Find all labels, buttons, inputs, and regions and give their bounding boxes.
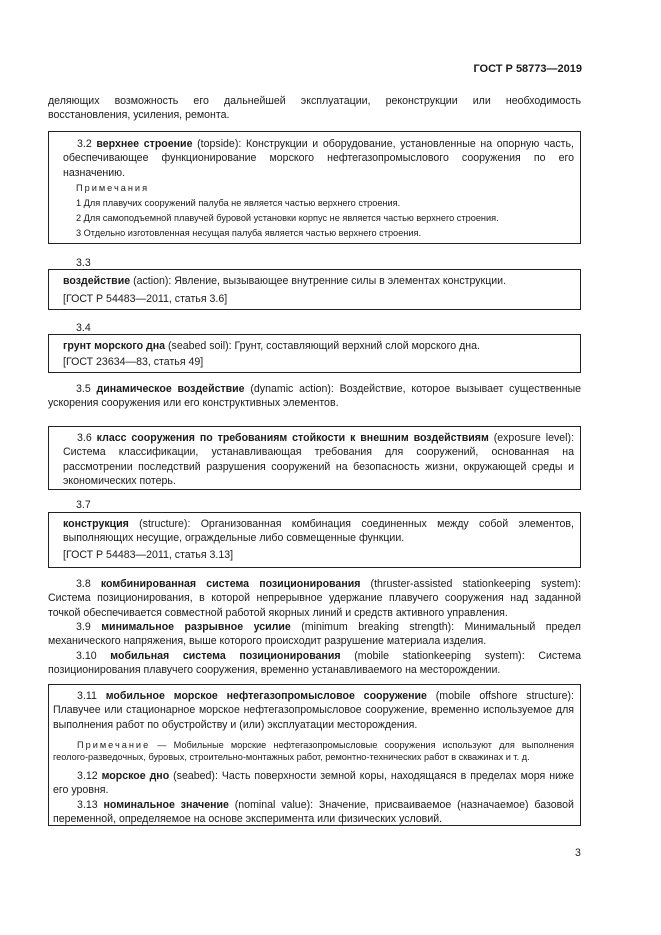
term-3-6: 3.6 класс сооружения по требованиям стойкости к внешним воздействиям (exposure level): Система классификации, устанавливающая требования для сооружений, основанная на рассмотрении последствий разрушения сооружений на безопасность жизни, окружающей среды и экономических потерь.: [63, 432, 575, 488]
ref-3-3: [ГОСТ Р 54483—2011, статья 3.6]: [63, 293, 228, 305]
term-3-9: 3.9 минимальное разрывное усилие (minimum breaking strength): Минимальный предел механического напряжения, выше которого происходит разрушение материала изделия.: [48, 621, 581, 648]
term-3-7: конструкция (structure): Организованная комбинация соединенных между собой элементов, выполняющих несущие, ограждельные либо совмещенные функции.: [63, 518, 574, 545]
term-number-3-4: 3.4: [76, 322, 91, 334]
term-3-5: 3.5 динамическое воздействие (dynamic action): Воздействие, которое вызывает существенные ускорения сооружения или его конструктивных элементов.: [48, 383, 581, 410]
term-box-3-4: [48, 334, 581, 373]
term-3-12: 3.12 морское дно (seabed): Часть поверхности земной коры, находящаяся в пределах моря ниже его уровня.: [53, 770, 574, 797]
note-3: 3 Отдельно изготовленная несущая палуба является частью верхнего строения.: [76, 228, 422, 238]
note-2: 2 Для самоподъемной плавучей буровой установки корпус не является частью верхнего строения.: [76, 213, 499, 223]
term-box-3-11: [48, 684, 581, 826]
term-box-3-2: [48, 131, 581, 244]
ref-3-4: [ГОСТ 23634—83, статья 49]: [63, 356, 204, 368]
note-1: 1 Для плавучих сооружений палуба не является частью верхнего строения.: [76, 198, 401, 208]
term-3-11: 3.11 мобильное морское нефтегазопромысловое сооружение (mobile offshore structure): Плавучее или стационарное морское нефтегазопромысловое сооружение, временно используемое для выполнения работ по обустройству и (или) эксплуатации месторождения.: [53, 690, 574, 731]
term-box-3-3: [48, 269, 581, 310]
term-3-2: 3.2 верхнее строение (topside): Конструкции и оборудование, установленные на опорную часть, обеспечивающее функционирование морского нефтегазопромыслового сооружения по его назначению.: [63, 138, 574, 179]
term-3-3: воздействие (action): Явление, вызывающее внутренние силы в элементах конструкции.: [63, 275, 507, 287]
term-number-3-7: 3.7: [76, 499, 91, 511]
notes-label: Примечания: [76, 183, 150, 193]
term-3-10: 3.10 мобильная система позиционирования (mobile stationkeeping system): Система позиционирования плавучего сооружения, временно устанавливаемого на месторождении.: [48, 650, 581, 677]
document-header: ГОСТ Р 58773—2019: [473, 63, 582, 75]
page-number: 3: [575, 847, 581, 859]
term-3-13: 3.13 номинальное значение (nominal value): Значение, присваиваемое (назначаемое) базовой переменной, определяемое на основе эксперимента или физических условий.: [53, 799, 574, 826]
note-3-11: Примечание — Мобильные морские нефтегазопромысловые сооружения используют для выполнения геолого-разведочных, буровых, строительно-монтажных работ, ремонтно-технических работ в скважинах и т. д.: [53, 740, 574, 762]
term-3-4: грунт морского дна (seabed soil): Грунт, составляющий верхний слой морского дна.: [63, 340, 480, 352]
term-3-8: 3.8 комбинированная система позиционирования (thruster-assisted stationkeeping system): Система позиционирования, в которой непрерывное удержание плавучего сооружения над заданной точкой обеспечивается совместной работой якорных линий и средств активного управления.: [48, 578, 581, 619]
term-3-2-title: верхнее строение: [96, 138, 193, 150]
intro-paragraph: деляющих возможность его дальнейшей эксплуатации, реконструкции или необходимость восстановления, усиления, ремонта.: [48, 95, 581, 122]
ref-3-7: [ГОСТ Р 54483—2011, статья 3.13]: [63, 549, 234, 561]
term-box-3-7: [48, 512, 581, 568]
term-box-3-6: [48, 426, 581, 490]
term-number-3-3: 3.3: [76, 257, 91, 269]
